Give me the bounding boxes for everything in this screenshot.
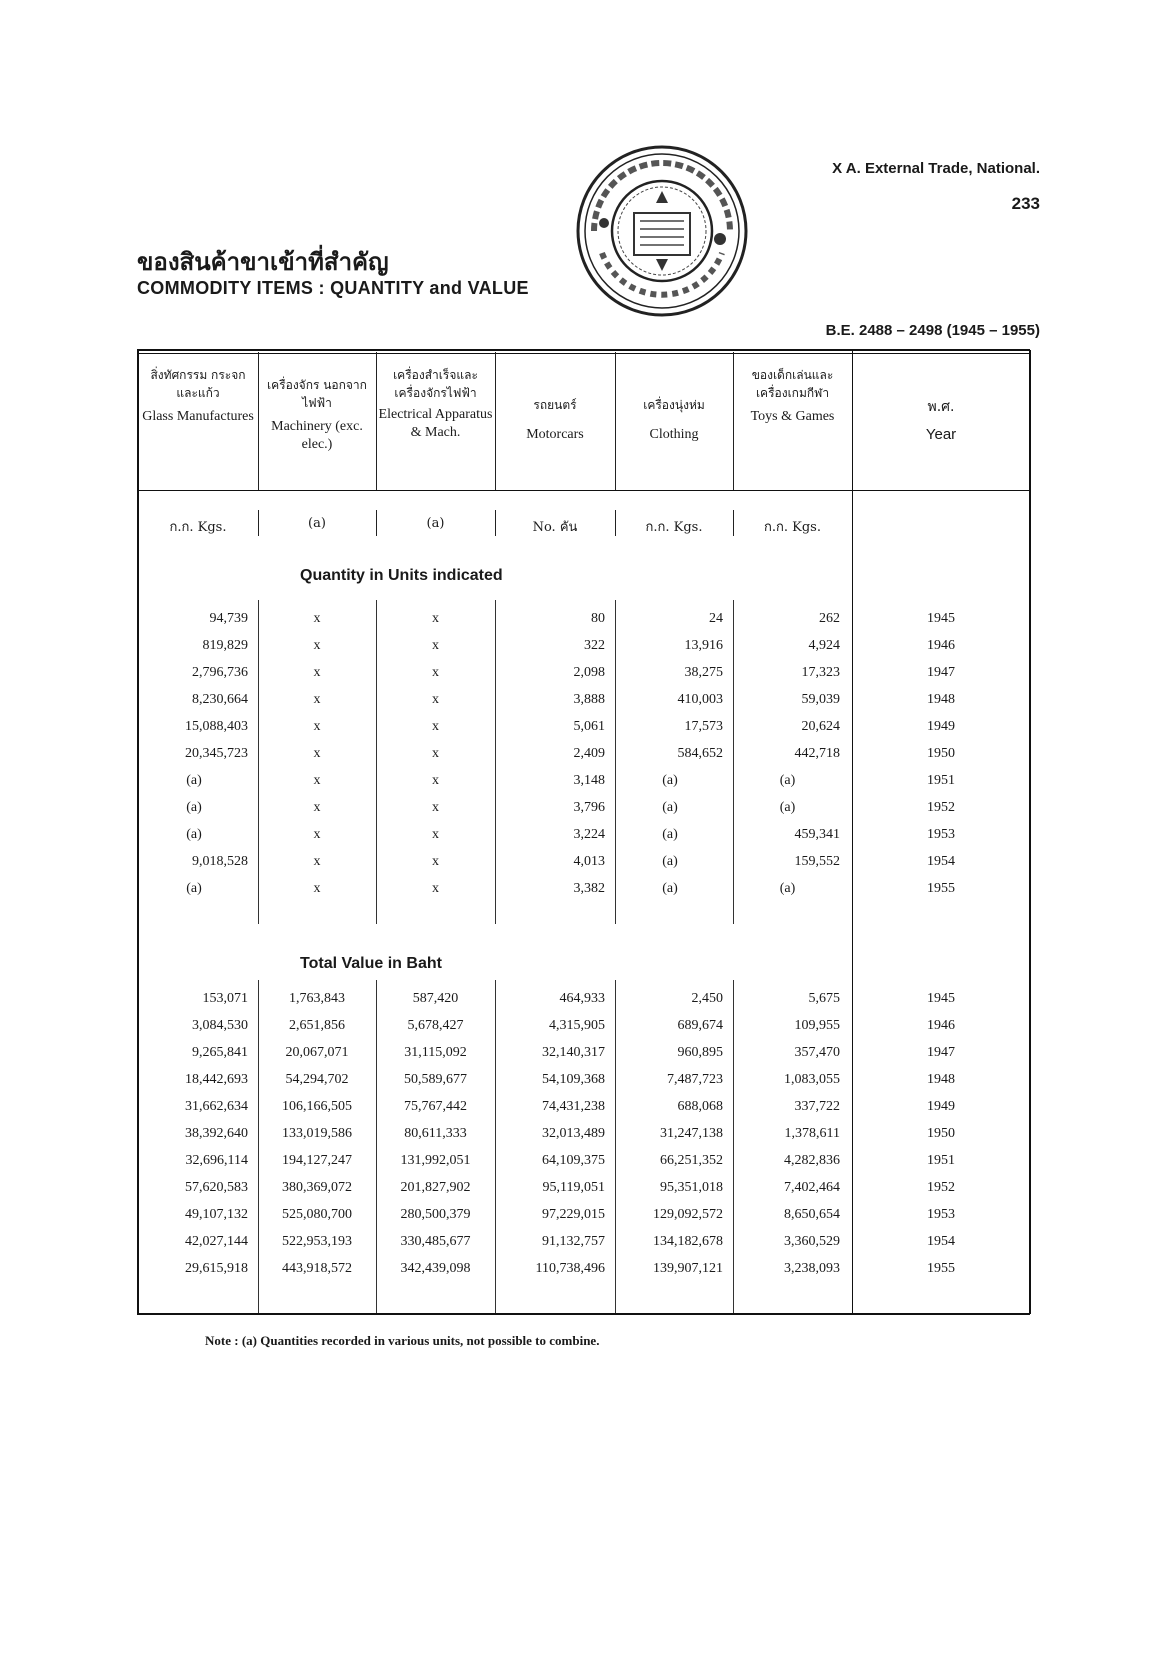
table-cell: 2,651,856 <box>289 1018 345 1033</box>
table-cell: 74,431,238 <box>542 1099 605 1114</box>
table-cell: 31,662,634 <box>185 1099 248 1114</box>
column-header-english: Glass Manufactures <box>142 409 254 424</box>
year-cell: 1954 <box>927 1234 955 1249</box>
column-header-english: Toys & Games <box>750 409 835 424</box>
column-header-electrical <box>378 366 493 442</box>
column-divider <box>495 352 496 490</box>
column-divider <box>615 352 616 490</box>
table-cell: 2,796,736 <box>192 665 248 680</box>
year-cell: 1946 <box>927 638 955 653</box>
table-cell: x <box>313 827 321 842</box>
column-header-thai: ของเด็กเล่นและ เครื่องเกมกีฬา <box>751 368 834 400</box>
table-cell: 525,080,700 <box>282 1207 352 1222</box>
table-cell: x <box>432 800 439 815</box>
column-divider <box>258 352 259 490</box>
table-cell: 54,294,702 <box>285 1072 349 1087</box>
column-header-glass <box>140 366 256 426</box>
table-cell: 9,265,841 <box>192 1045 248 1060</box>
table-cell: 13,916 <box>684 638 723 653</box>
header-bottom-rule <box>137 490 1030 491</box>
table-cell: 819,829 <box>202 638 248 653</box>
table-cell: x <box>313 881 321 896</box>
table-cell: 32,696,114 <box>185 1153 248 1168</box>
table-cell: 689,674 <box>677 1018 723 1033</box>
table-row <box>0 875 1164 903</box>
table-row <box>0 1228 1164 1256</box>
column-header-year <box>855 398 1027 444</box>
table-row <box>0 1147 1164 1175</box>
column-header-toys <box>735 366 850 426</box>
table-row <box>0 1255 1164 1283</box>
table-cell: 18,442,693 <box>185 1072 248 1087</box>
table-row <box>0 1039 1164 1067</box>
table-cell: x <box>432 638 439 653</box>
column-header-english: Machinery (exc. elec.) <box>271 419 363 452</box>
column-header-thai: พ.ศ. <box>927 399 955 415</box>
table-cell: 8,650,654 <box>784 1207 840 1222</box>
table-cell: (a) <box>662 854 678 869</box>
year-cell: 1951 <box>927 1153 955 1168</box>
year-cell: 1946 <box>927 1018 955 1033</box>
quantity-section-title: Quantity in Units indicated <box>300 567 503 584</box>
table-cell: 5,675 <box>808 991 840 1006</box>
table-cell: 64,109,375 <box>542 1153 605 1168</box>
footnote: Note : (a) Quantities recorded in various units, not possible to combine. <box>205 1333 600 1348</box>
year-cell: 1949 <box>927 1099 955 1114</box>
table-cell: x <box>313 611 321 626</box>
table-row <box>0 794 1164 822</box>
year-cell: 1950 <box>927 1126 955 1141</box>
table-cell: 194,127,247 <box>282 1153 352 1168</box>
column-divider <box>258 510 259 536</box>
table-cell: 1,083,055 <box>784 1072 840 1087</box>
year-cell: 1955 <box>927 1261 955 1276</box>
table-cell: 75,767,442 <box>404 1099 467 1114</box>
table-cell: x <box>313 854 321 869</box>
table-cell: 24 <box>709 611 723 626</box>
column-header-thai: เครื่องนุ่งห่ม <box>643 398 705 412</box>
table-cell: 32,140,317 <box>542 1045 605 1060</box>
page-number: 233 <box>1011 194 1040 213</box>
unit-label: ก.ก. Kgs. <box>764 520 821 535</box>
table-cell: 49,107,132 <box>185 1207 248 1222</box>
year-cell: 1948 <box>927 1072 955 1087</box>
table-cell: x <box>432 827 439 842</box>
table-cell: 3,888 <box>573 692 605 707</box>
table-cell: 80,611,333 <box>404 1126 467 1141</box>
table-cell: x <box>432 692 439 707</box>
table-cell: 9,018,528 <box>192 854 248 869</box>
table-cell: 4,013 <box>573 854 605 869</box>
table-cell: 134,182,678 <box>653 1234 723 1249</box>
column-header-english: Electrical Apparatus & Mach. <box>378 407 493 440</box>
table-row <box>0 1066 1164 1094</box>
table-cell: x <box>313 746 321 761</box>
title-english: COMMODITY ITEMS : QUANTITY and VALUE <box>137 278 529 298</box>
table-cell: x <box>432 611 439 626</box>
table-row <box>0 632 1164 660</box>
column-header-english: Clothing <box>649 427 699 442</box>
table-row <box>0 1012 1164 1040</box>
table-cell: 337,722 <box>794 1099 840 1114</box>
table-cell: x <box>313 773 321 788</box>
table-row <box>0 1174 1164 1202</box>
table-cell: 42,027,144 <box>185 1234 248 1249</box>
table-cell: (a) <box>779 800 796 815</box>
table-cell: 80 <box>591 611 605 626</box>
table-cell: 2,450 <box>691 991 723 1006</box>
table-cell: 20,067,071 <box>285 1045 349 1060</box>
table-cell: x <box>313 800 321 815</box>
table-cell: 464,933 <box>559 991 605 1006</box>
table-cell: 322 <box>584 638 605 653</box>
table-cell: 131,992,051 <box>400 1153 471 1168</box>
table-cell: 4,924 <box>808 638 840 653</box>
table-cell: 50,589,677 <box>404 1072 467 1087</box>
column-header-motorcars <box>497 396 613 444</box>
table-cell: 4,315,905 <box>549 1018 605 1033</box>
column-header-thai: รถยนตร์ <box>533 398 577 412</box>
table-cell: 443,918,572 <box>282 1261 352 1276</box>
table-cell: 584,652 <box>677 746 723 761</box>
value-section-title: Total Value in Baht <box>300 955 442 972</box>
table-cell: 8,230,664 <box>192 692 248 707</box>
year-cell: 1952 <box>927 1180 955 1195</box>
table-cell: 4,282,836 <box>784 1153 840 1168</box>
title-thai: ของสินค้าขาเข้าที่สำคัญ <box>137 248 389 276</box>
table-cell: 1,763,843 <box>289 991 345 1006</box>
table-cell: x <box>432 881 439 896</box>
table-cell: 5,678,427 <box>407 1018 464 1033</box>
table-cell: 38,392,640 <box>185 1126 248 1141</box>
year-cell: 1947 <box>927 665 955 680</box>
table-cell: 5,061 <box>573 719 605 734</box>
year-cell: 1947 <box>927 1045 955 1060</box>
quantity-table-body <box>0 605 1164 925</box>
table-cell: (a) <box>186 773 202 788</box>
table-cell: 7,402,464 <box>784 1180 840 1195</box>
table-cell: 3,148 <box>573 773 605 788</box>
column-divider <box>495 510 496 536</box>
year-cell: 1952 <box>927 800 955 815</box>
table-cell: x <box>432 746 439 761</box>
table-row <box>0 1093 1164 1121</box>
table-cell: 960,895 <box>677 1045 723 1060</box>
table-row <box>0 605 1164 633</box>
table-cell: 133,019,586 <box>282 1126 352 1141</box>
year-cell: 1951 <box>927 773 955 788</box>
header-right-title: X A. External Trade, National. <box>832 160 1040 177</box>
table-cell: 29,615,918 <box>185 1261 248 1276</box>
table-top-rule <box>137 349 1030 351</box>
table-top-rule-thin <box>137 353 1030 354</box>
table-cell: 129,092,572 <box>653 1207 723 1222</box>
table-cell: (a) <box>662 881 678 896</box>
table-cell: (a) <box>186 881 202 896</box>
table-cell: 15,088,403 <box>185 719 248 734</box>
table-cell: 3,084,530 <box>192 1018 248 1033</box>
table-cell: 17,573 <box>684 719 723 734</box>
table-cell: 330,485,677 <box>400 1234 471 1249</box>
table-cell: x <box>313 638 321 653</box>
table-row <box>0 985 1164 1013</box>
table-cell: 201,827,902 <box>400 1180 471 1195</box>
column-divider <box>733 352 734 490</box>
table-cell: 262 <box>819 611 840 626</box>
table-row <box>0 767 1164 795</box>
table-cell: 20,345,723 <box>185 746 248 761</box>
column-header-machinery <box>260 376 374 454</box>
table-row <box>0 713 1164 741</box>
column-divider <box>615 510 616 536</box>
table-cell: 32,013,489 <box>542 1126 605 1141</box>
table-cell: 54,109,368 <box>542 1072 605 1087</box>
column-header-english: Year <box>925 426 957 443</box>
column-header-english: Motorcars <box>526 427 584 442</box>
year-cell: 1953 <box>927 1207 955 1222</box>
table-cell: 380,369,072 <box>282 1180 352 1195</box>
table-cell: 94,739 <box>209 611 248 626</box>
table-cell: 59,039 <box>801 692 840 707</box>
table-cell: 280,500,379 <box>400 1207 471 1222</box>
table-cell: 2,409 <box>573 746 605 761</box>
table-row <box>0 740 1164 768</box>
table-cell: 442,718 <box>794 746 840 761</box>
table-cell: 2,098 <box>573 665 605 680</box>
column-divider <box>376 510 377 536</box>
table-cell: (a) <box>662 800 678 815</box>
table-cell: 91,132,757 <box>542 1234 605 1249</box>
unit-label: ก.ก. Kgs. <box>169 520 227 535</box>
year-cell: 1953 <box>927 827 955 842</box>
table-cell: (a) <box>662 827 678 842</box>
table-cell: 3,224 <box>573 827 605 842</box>
column-header-thai: สิ่งทัศกรรม กระจกและแก้ว <box>150 368 246 400</box>
table-cell: 3,360,529 <box>784 1234 840 1249</box>
table-cell: 7,487,723 <box>667 1072 723 1087</box>
table-cell: x <box>432 719 439 734</box>
table-cell: 342,439,098 <box>400 1261 471 1276</box>
table-cell: 31,247,138 <box>660 1126 723 1141</box>
table-cell: x <box>432 665 439 680</box>
year-cell: 1955 <box>927 881 955 896</box>
table-cell: 38,275 <box>684 665 723 680</box>
year-cell: 1948 <box>927 692 955 707</box>
table-row <box>0 848 1164 876</box>
table-cell: 31,115,092 <box>404 1045 467 1060</box>
column-header-thai: เครื่องสำเร็จและ เครื่องจักรไฟฟ้า <box>393 368 478 400</box>
table-cell: x <box>313 692 321 707</box>
table-cell: 688,068 <box>677 1099 723 1114</box>
table-cell: 3,796 <box>573 800 605 815</box>
table-cell: 17,323 <box>801 665 840 680</box>
table-cell: 410,003 <box>677 692 723 707</box>
table-cell: (a) <box>186 800 202 815</box>
year-cell: 1945 <box>927 991 955 1006</box>
table-cell: 109,955 <box>794 1018 840 1033</box>
table-cell: x <box>432 854 439 869</box>
table-cell: x <box>313 719 321 734</box>
table-cell: 20,624 <box>801 719 840 734</box>
seal-stamp-icon <box>574 143 750 319</box>
table-cell: 95,351,018 <box>660 1180 723 1195</box>
column-divider <box>733 510 734 536</box>
table-cell: 357,470 <box>794 1045 840 1060</box>
column-header-clothing <box>617 396 731 444</box>
table-cell: 587,420 <box>412 991 459 1006</box>
column-divider <box>376 352 377 490</box>
table-cell: 3,382 <box>573 881 605 896</box>
table-cell: 95,119,051 <box>542 1180 605 1195</box>
year-cell: 1950 <box>927 746 955 761</box>
table-cell: 97,229,015 <box>542 1207 605 1222</box>
table-cell: 159,552 <box>794 854 840 869</box>
period-label: B.E. 2488 – 2498 (1945 – 1955) <box>825 322 1040 339</box>
table-row <box>0 821 1164 849</box>
value-table-body <box>0 985 1164 1305</box>
table-cell: (a) <box>662 773 678 788</box>
column-header-thai: เครื่องจักร นอกจากไฟฟ้า <box>267 378 367 410</box>
table-bottom-rule <box>137 1313 1030 1315</box>
table-cell: 57,620,583 <box>185 1180 248 1195</box>
year-cell: 1954 <box>927 854 955 869</box>
unit-label: ก.ก. Kgs. <box>645 520 703 535</box>
table-row <box>0 1201 1164 1229</box>
unit-label: No. คัน <box>532 520 578 535</box>
table-cell: 66,251,352 <box>660 1153 723 1168</box>
table-cell: 522,953,193 <box>282 1234 352 1249</box>
table-row <box>0 1120 1164 1148</box>
table-cell: (a) <box>779 773 796 788</box>
table-cell: (a) <box>186 827 202 842</box>
table-cell: 139,907,121 <box>653 1261 723 1276</box>
table-cell: 3,238,093 <box>784 1261 840 1276</box>
year-cell: 1945 <box>927 611 955 626</box>
year-cell: 1949 <box>927 719 955 734</box>
table-cell: (a) <box>779 881 796 896</box>
table-cell: x <box>313 665 321 680</box>
unit-label: (a) <box>426 516 445 531</box>
table-cell: 459,341 <box>794 827 840 842</box>
table-row <box>0 659 1164 687</box>
unit-label: (a) <box>308 516 326 531</box>
table-cell: 1,378,611 <box>784 1126 840 1141</box>
table-cell: 106,166,505 <box>282 1099 352 1114</box>
table-cell: 153,071 <box>202 991 248 1006</box>
table-cell: 110,738,496 <box>535 1261 605 1276</box>
table-cell: x <box>432 773 439 788</box>
table-row <box>0 686 1164 714</box>
